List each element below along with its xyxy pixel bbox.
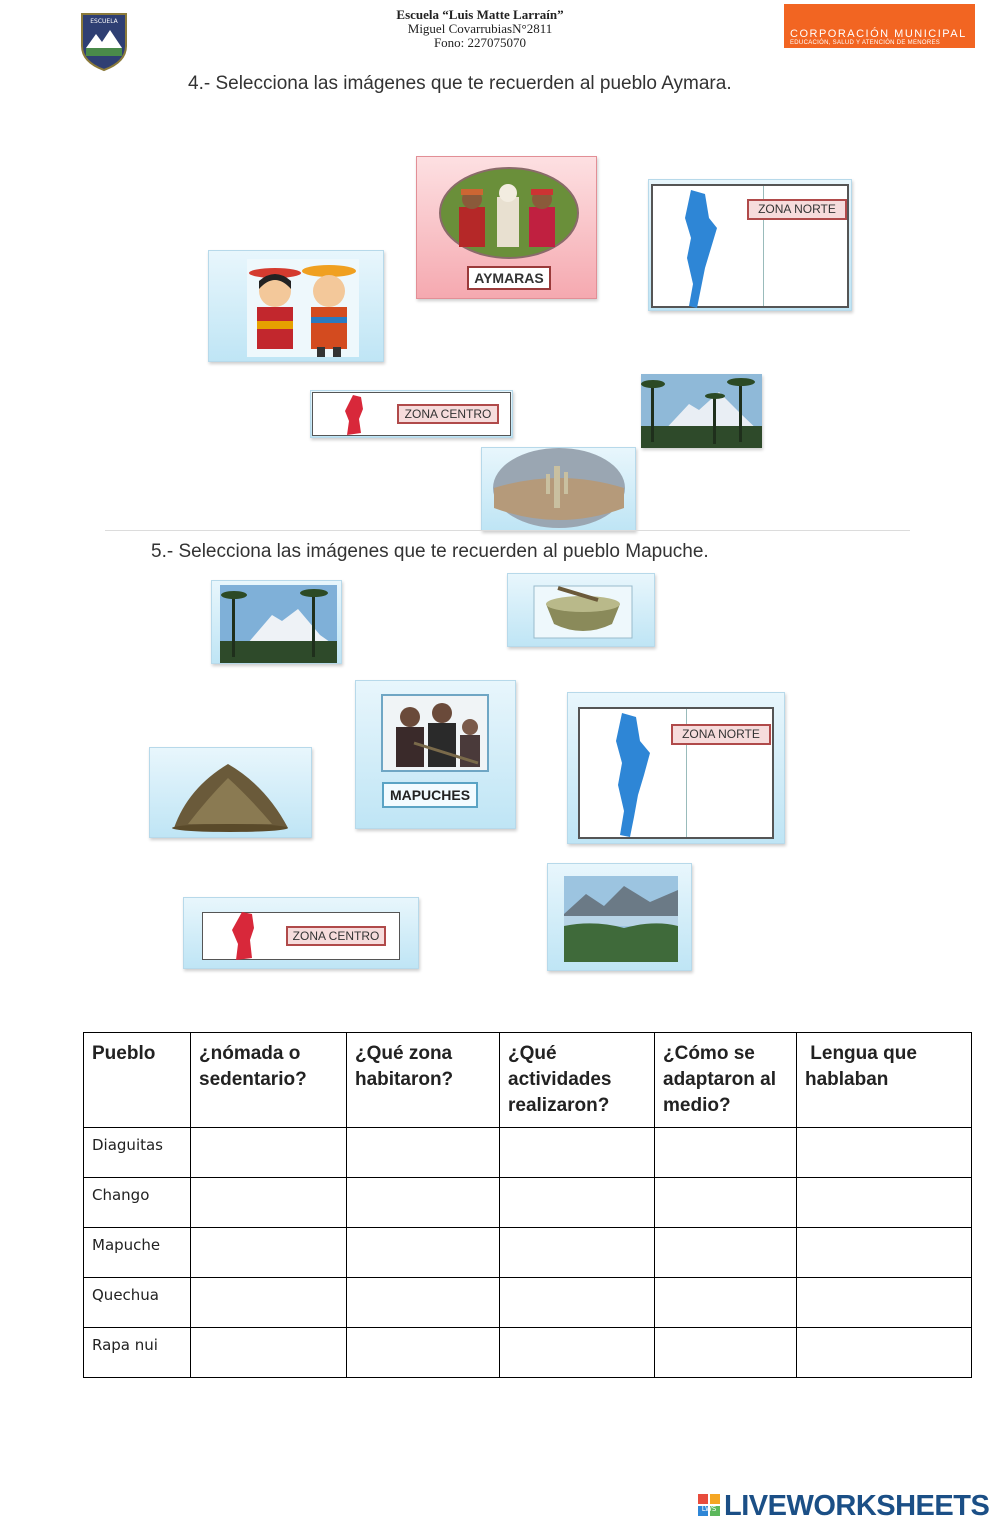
- card-map-zona-centro-2[interactable]: [183, 897, 419, 969]
- chile-center-map-icon-2: [228, 910, 262, 962]
- zona-centro-label: ZONA CENTRO: [397, 404, 499, 424]
- answer-cell[interactable]: [191, 1178, 347, 1228]
- zona-centro-label-2: ZONA CENTRO: [286, 926, 386, 946]
- answer-cell[interactable]: [500, 1278, 655, 1328]
- corporation-title: CORPORACIÓN MUNICIPAL: [790, 28, 967, 40]
- aymara-people-photo-icon: [439, 167, 579, 259]
- chile-center-map-icon: [341, 393, 369, 437]
- header-pueblo: Pueblo: [84, 1033, 191, 1128]
- liveworksheets-icon-letters: LWS: [701, 1505, 717, 1513]
- answer-cell[interactable]: [500, 1328, 655, 1378]
- row-label: Diaguitas: [84, 1128, 191, 1178]
- answer-cell[interactable]: [347, 1278, 500, 1328]
- card-aymaras[interactable]: [416, 156, 597, 299]
- table-row: [84, 1278, 972, 1328]
- header-lengua: Lengua que hablaban: [797, 1033, 972, 1128]
- corporation-logo: [784, 4, 975, 48]
- araucaria-forest-icon-2: [220, 585, 337, 663]
- logo-text: ESCUELA: [90, 18, 118, 25]
- card-araucaria-forest[interactable]: [641, 374, 762, 448]
- card-southern-landscape[interactable]: [547, 863, 692, 971]
- table-row: [84, 1328, 972, 1378]
- answer-cell[interactable]: [797, 1228, 972, 1278]
- card-araucaria-forest-2[interactable]: [211, 580, 342, 664]
- liveworksheets-brand[interactable]: LIVEWORKSHEETS: [724, 1490, 990, 1522]
- answer-cell[interactable]: [655, 1228, 797, 1278]
- header-actividades: ¿Qué actividades realizaron?: [500, 1033, 655, 1128]
- answer-cell[interactable]: [655, 1278, 797, 1328]
- chile-north-map-icon-2: [608, 711, 664, 839]
- answer-cell[interactable]: [655, 1128, 797, 1178]
- school-logo: [80, 12, 128, 72]
- southern-lake-landscape-icon: [564, 876, 678, 962]
- araucaria-forest-icon: [641, 374, 762, 448]
- card-map-zona-norte[interactable]: [648, 179, 852, 311]
- card-stone-mortar[interactable]: [507, 573, 655, 647]
- q5-prompt: 5.- Selecciona las imágenes que te recuerden al pueblo Mapuche.: [151, 541, 709, 562]
- row-label: Mapuche: [84, 1228, 191, 1278]
- stone-mortar-icon: [528, 580, 638, 642]
- answer-cell[interactable]: [191, 1328, 347, 1378]
- answer-cell[interactable]: [500, 1228, 655, 1278]
- table-header-row: [84, 1033, 972, 1128]
- header-adaptacion: ¿Cómo se adaptaron al medio?: [655, 1033, 797, 1128]
- ruka-hut-icon: [168, 758, 294, 832]
- answer-cell[interactable]: [347, 1128, 500, 1178]
- answer-cell[interactable]: [797, 1278, 972, 1328]
- q4-prompt: 4.- Selecciona las imágenes que te recuerden al pueblo Aymara.: [188, 73, 732, 94]
- card-altiplano-desert[interactable]: [481, 447, 636, 531]
- corporation-subtitle: EDUCACIÓN, SALUD Y ATENCIÓN DE MENORES: [790, 40, 941, 46]
- answer-cell[interactable]: [500, 1178, 655, 1228]
- card-mapuches[interactable]: [355, 680, 516, 829]
- row-label: Rapa nui: [84, 1328, 191, 1378]
- answer-cell[interactable]: [347, 1228, 500, 1278]
- desert-cactus-icon: [482, 448, 637, 532]
- school-name: Escuela “Luis Matte Larraín”: [396, 7, 564, 22]
- answer-cell[interactable]: [797, 1128, 972, 1178]
- answer-cell[interactable]: [655, 1178, 797, 1228]
- liveworksheets-logo-icon: [698, 1494, 720, 1516]
- answer-cell[interactable]: [797, 1178, 972, 1228]
- section-divider: [105, 530, 910, 531]
- school-address: Miguel CovarrubiasN°2811: [407, 21, 553, 36]
- mapuche-people-photo-icon: [380, 693, 490, 773]
- answer-cell[interactable]: [655, 1328, 797, 1378]
- answer-cell[interactable]: [191, 1128, 347, 1178]
- school-phone: Fono: 227075070: [433, 35, 527, 50]
- school-header: [330, 7, 630, 50]
- card-map-zona-centro[interactable]: [310, 390, 513, 438]
- answer-cell[interactable]: [797, 1328, 972, 1378]
- header-zona: ¿Qué zona habitaron?: [347, 1033, 500, 1128]
- aymaras-label: AYMARAS: [467, 266, 551, 290]
- table-row: [84, 1228, 972, 1278]
- answer-cell[interactable]: [191, 1278, 347, 1328]
- zona-norte-label-2: ZONA NORTE: [671, 724, 771, 745]
- row-label: Chango: [84, 1178, 191, 1228]
- card-andean-children[interactable]: [208, 250, 384, 362]
- table-row: [84, 1178, 972, 1228]
- answer-cell[interactable]: [347, 1328, 500, 1378]
- andean-children-icon: [209, 251, 385, 363]
- peoples-table: [83, 1032, 972, 1378]
- answer-cell[interactable]: [500, 1128, 655, 1178]
- zona-norte-label: ZONA NORTE: [747, 199, 847, 220]
- table-row: [84, 1128, 972, 1178]
- header-nomada-sedentario: ¿nómada o sedentario?: [191, 1033, 347, 1128]
- card-ruka-hut[interactable]: [149, 747, 312, 838]
- answer-cell[interactable]: [191, 1228, 347, 1278]
- card-map-zona-norte-2[interactable]: [567, 692, 785, 844]
- mapuches-label: MAPUCHES: [382, 782, 478, 808]
- chile-north-map-icon: [677, 188, 731, 310]
- answer-cell[interactable]: [347, 1178, 500, 1228]
- row-label: Quechua: [84, 1278, 191, 1328]
